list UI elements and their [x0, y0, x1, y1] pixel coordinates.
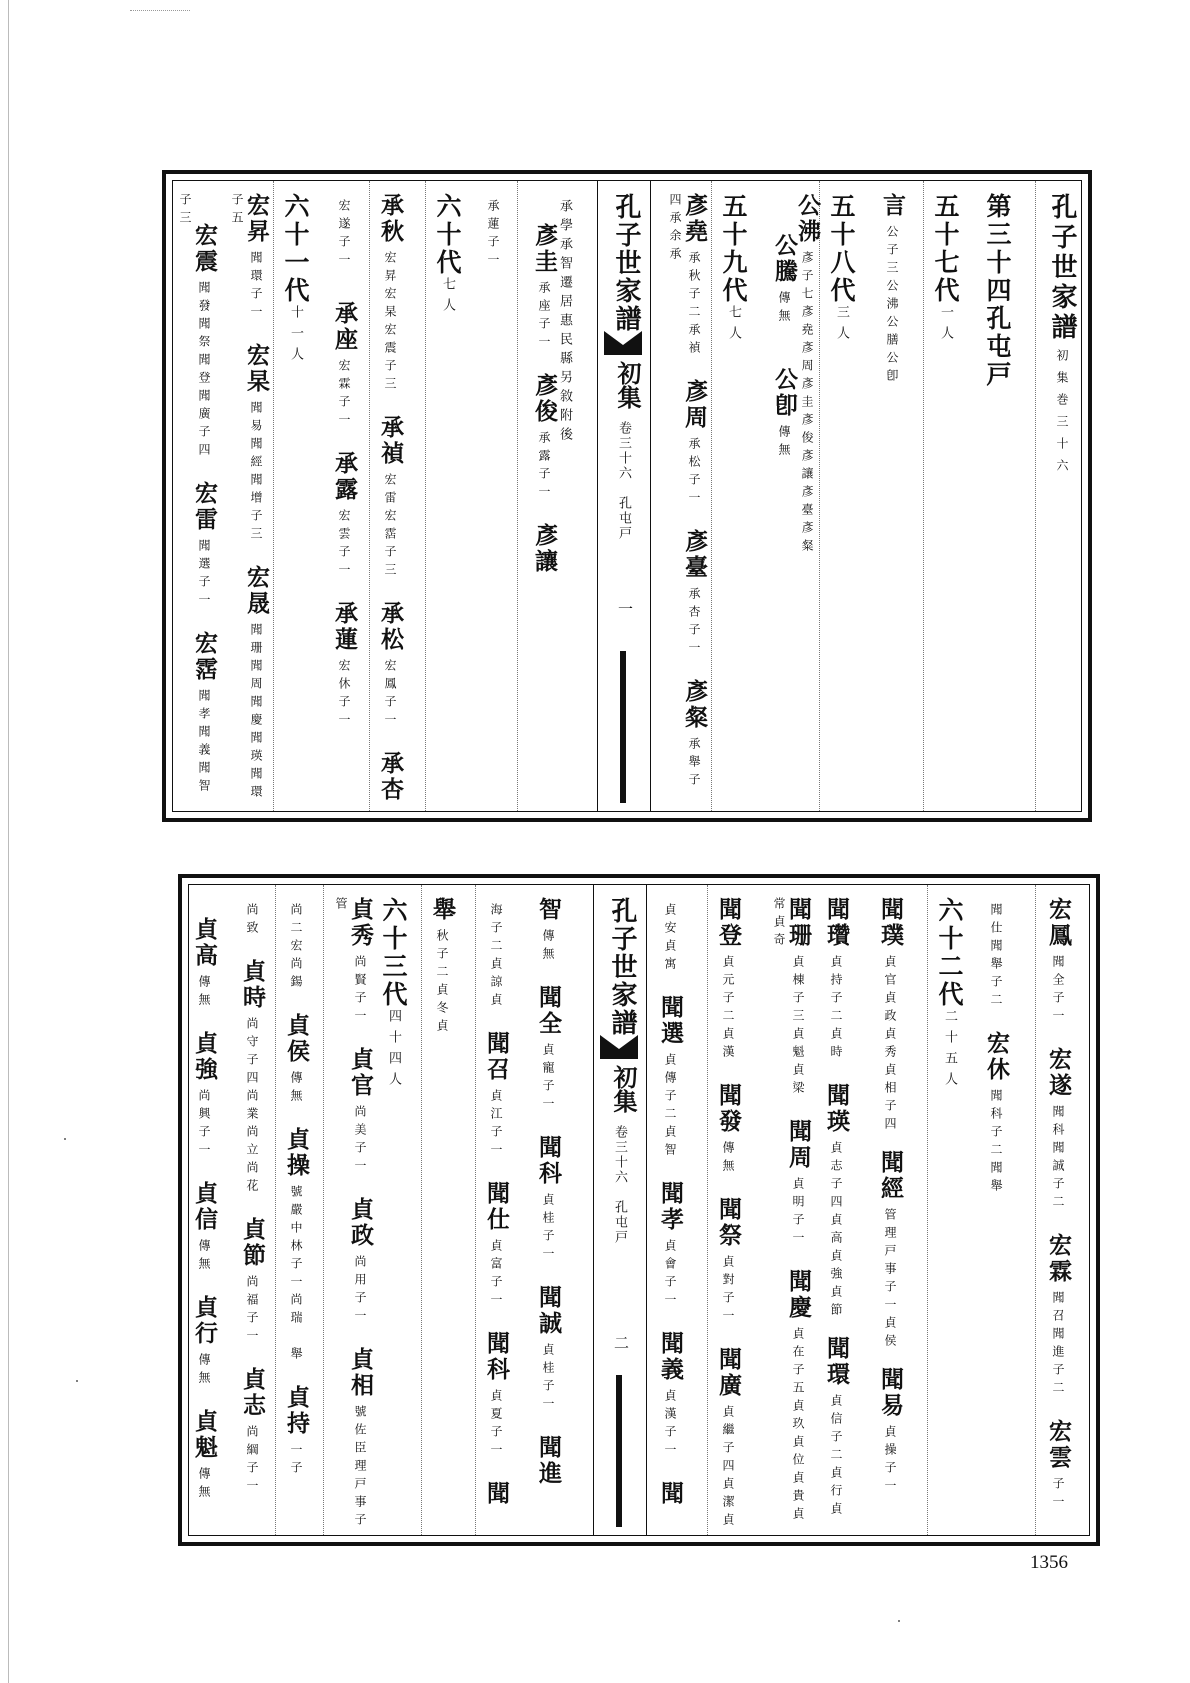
- person-note: 承秋子二承禎: [687, 251, 701, 359]
- person-note: 聞發聞祭聞登聞廣子四: [197, 281, 211, 461]
- person-note: 傳無: [289, 1071, 303, 1107]
- person-name: 宏雲: [1045, 1419, 1072, 1471]
- person-name: 公騰: [771, 233, 798, 285]
- generation-count: 三人: [834, 305, 849, 347]
- person-name: 聞珊: [785, 897, 812, 949]
- page-edge-line: [8, 0, 9, 1683]
- person-name: 聞瓚: [823, 897, 850, 949]
- folio-number: 二: [612, 1335, 630, 1350]
- person-name: 聞周: [785, 1119, 812, 1171]
- entries-zhen-1: [333, 897, 372, 1535]
- entries-wen-4: [717, 897, 740, 1531]
- person-note: 聞科子二聞舉: [989, 1089, 1003, 1197]
- person-name: 彥臺: [681, 529, 708, 581]
- person-name: 貞相: [347, 1347, 374, 1399]
- person-note: 尚興子一: [197, 1089, 211, 1161]
- person-note: 貞寵子一: [541, 1043, 555, 1115]
- person-note: 貞對子一: [721, 1255, 735, 1327]
- person-name: 貞操: [283, 1127, 310, 1179]
- book-title: 孔子世家譜: [1047, 193, 1077, 343]
- person-name: 宏霑: [191, 631, 218, 683]
- person-note: 承露子一: [537, 431, 551, 503]
- person-name: 宏霖: [1045, 1233, 1072, 1285]
- person-note: 承蓮子一: [486, 199, 500, 271]
- person-name: 承松: [377, 601, 404, 653]
- entry-hongxiu: [985, 897, 1008, 1197]
- person-note: 承松子一: [687, 437, 701, 509]
- entries-hong: [229, 193, 268, 811]
- person-note: 傳無: [197, 975, 211, 1011]
- spine-title: 孔子世家譜: [611, 193, 641, 333]
- person-name: 聞科: [483, 1331, 510, 1383]
- generation-label: 六十代: [433, 193, 462, 277]
- person-name: 貞信: [191, 1181, 218, 1233]
- person-note: 聞易聞經聞增子三: [249, 401, 263, 545]
- person-name: 貞行: [191, 1295, 218, 1347]
- person-name: 聞璞: [877, 897, 904, 949]
- person-name: 聞: [483, 1481, 510, 1507]
- column-rule: [369, 181, 370, 811]
- person-name: 彥粲: [681, 679, 708, 731]
- person-name: 承座: [331, 301, 358, 353]
- page-frame: [188, 884, 1090, 1536]
- person-name: 貞志: [239, 1367, 266, 1419]
- entries-wen-3: [771, 897, 810, 1535]
- person-note: 聞召聞進子二: [1051, 1291, 1065, 1399]
- generation-60: [435, 193, 460, 319]
- person-note: 尚用子一: [353, 1255, 367, 1327]
- person-note: 貞志子四貞高貞強貞節: [829, 1141, 843, 1321]
- person-name: 聞選: [657, 995, 684, 1047]
- scan-mark: [130, 10, 190, 12]
- person-name: 彥讓: [531, 523, 558, 575]
- person-note: 貞繼子四貞潔貞: [721, 1405, 735, 1531]
- person-note: 貞富子一: [489, 1239, 503, 1311]
- generation-count: 十一人: [288, 305, 303, 368]
- generation-58: [829, 193, 854, 347]
- generation-count: 七人: [440, 277, 455, 319]
- person-note: 貞官貞政貞秀貞相子四: [883, 955, 897, 1135]
- person-note: 公子三公沸公膳公卽: [885, 225, 899, 387]
- person-note: 尚守子四尚業尚立尚花: [245, 1017, 259, 1197]
- column-rule: [927, 885, 928, 1535]
- page-header: [1049, 193, 1075, 481]
- person-name: 聞易: [877, 1367, 904, 1419]
- person-name: 貞節: [239, 1217, 266, 1269]
- person-note: 子一: [1051, 1477, 1065, 1513]
- person-note: 聞科聞誠子二: [1051, 1105, 1065, 1213]
- column-rule: [923, 181, 924, 811]
- person-name: 宏昇: [243, 193, 270, 245]
- person-note: 宏霖子一: [337, 359, 351, 431]
- person-note: 聞仕聞舉子二: [989, 903, 1003, 1011]
- person-name: 聞發: [715, 1083, 742, 1135]
- column-rule: [425, 181, 426, 811]
- generation-count: 四十四人: [386, 1009, 401, 1093]
- person-name: 彥堯: [681, 193, 708, 245]
- person-name: 聞誠: [535, 1285, 562, 1337]
- person-note: 貞江子一: [489, 1089, 503, 1161]
- person-name: 聞全: [535, 985, 562, 1037]
- person-note: 宏雷宏霑子三: [383, 473, 397, 581]
- book-spine: [593, 885, 647, 1535]
- entries-zhen-4: [193, 897, 216, 1503]
- column-rule: [711, 181, 712, 811]
- branch-heading: 第三十四孔屯戸: [983, 193, 1012, 389]
- scan-speck: [76, 1380, 78, 1382]
- person-name: 聞科: [535, 1135, 562, 1187]
- entries-zhen-2: [285, 897, 308, 1479]
- person-name: 承蓮: [331, 601, 358, 653]
- book-spine: [597, 181, 651, 811]
- person-note: 傳無: [197, 1239, 211, 1275]
- person-note: 海子二貞諒貞: [489, 903, 503, 1011]
- person-name: 彥周: [681, 379, 708, 431]
- person-note: 管理戸事子一貞侯: [883, 1208, 897, 1352]
- person-name: 智: [535, 897, 562, 923]
- person-name: 聞經: [877, 1150, 904, 1202]
- scan-speck: [898, 1620, 900, 1622]
- generation-label: 六十三代: [379, 897, 408, 1009]
- person-note: 貞漢子一: [663, 1389, 677, 1461]
- person-name: 言: [879, 193, 906, 219]
- person-name: 宏遂: [1045, 1047, 1072, 1099]
- person-name: 宏震: [191, 223, 218, 275]
- fish-tail-mark-icon: [600, 1035, 638, 1059]
- person-note: 聞全子一: [1051, 955, 1065, 1027]
- person-note: 傳無: [721, 1141, 735, 1177]
- person-note: 傳無: [197, 1467, 211, 1503]
- person-note: 宏雲子一: [337, 509, 351, 581]
- person-note: 貞信子二貞行貞: [829, 1394, 843, 1520]
- person-name: 彥圭: [531, 223, 558, 275]
- person-note: 尚美子一: [353, 1105, 367, 1177]
- entries-yan: [667, 193, 706, 793]
- person-name: 承禎: [377, 415, 404, 467]
- person-name: 貞時: [239, 959, 266, 1011]
- page-number: 1356: [1030, 1552, 1068, 1573]
- person-name: 貞政: [347, 1197, 374, 1249]
- person-note: 承座子一: [537, 281, 551, 353]
- person-name: 聞仕: [483, 1181, 510, 1233]
- person-note: 彥子七彥堯彥周彥圭彥俊彥讓彥臺彥粲: [800, 251, 814, 557]
- person-name: 聞進: [535, 1435, 562, 1487]
- fish-tail-mark-icon: [604, 331, 642, 355]
- entry-yan: [881, 193, 904, 387]
- column-rule: [323, 885, 324, 1535]
- generation-label: 五十九代: [719, 193, 748, 305]
- person-name: 宏休: [983, 1031, 1010, 1083]
- column-rule: [819, 181, 820, 811]
- column-rule: [275, 885, 276, 1535]
- person-note: 尚賢子一: [353, 955, 367, 1027]
- person-note: 貞桂子一: [541, 1343, 555, 1415]
- generation-59: [721, 193, 746, 347]
- person-note: 貞夏子一: [489, 1389, 503, 1461]
- person-name: 宏鳳: [1045, 897, 1072, 949]
- entries-cheng: [379, 193, 402, 803]
- column-rule: [517, 181, 518, 811]
- person-name: 貞官: [347, 1047, 374, 1099]
- person-note: 承舉子四承余承: [668, 193, 701, 791]
- person-name: 宏杲: [243, 343, 270, 395]
- folio-number: 一: [616, 601, 634, 616]
- person-name: 貞持: [283, 1385, 310, 1437]
- person-name: 聞祭: [715, 1197, 742, 1249]
- entries-wen-7: [485, 897, 508, 1507]
- person-name: 公沸: [794, 193, 821, 245]
- person-note: 聞選子一: [197, 539, 211, 611]
- person-name: 聞召: [483, 1031, 510, 1083]
- column-rule: [707, 885, 708, 1535]
- person-name: 聞登: [715, 897, 742, 949]
- person-name: 貞高: [191, 917, 218, 969]
- generation-label: 五十七代: [931, 193, 960, 305]
- entry-ju: [431, 897, 454, 1037]
- person-note: 尚二宏尚鍚: [289, 903, 303, 993]
- entry-chenglian: [485, 193, 501, 271]
- generation-label: 六十一代: [281, 193, 310, 305]
- generation-count: 二十五人: [942, 1009, 957, 1093]
- generation-57: [933, 193, 958, 347]
- generation-label: 六十二代: [935, 897, 964, 1009]
- person-note: 聞珊聞周聞慶聞瑛聞環子五: [230, 193, 263, 803]
- entries-yan-cont: [533, 193, 572, 811]
- person-note: 貞安貞寓: [663, 903, 677, 975]
- person-name: 貞強: [191, 1031, 218, 1083]
- entries-wen-1: [879, 897, 902, 1497]
- person-name: 承杏: [377, 751, 404, 803]
- person-note: 秋子二貞冬貞: [435, 929, 449, 1037]
- scan-speck: [64, 1138, 66, 1140]
- person-note: 傳無: [777, 291, 791, 327]
- spine-subtitle: 卷三十六 孔屯戸: [612, 1125, 627, 1245]
- entry-gongfei: [773, 193, 819, 811]
- generation-62: [937, 897, 962, 1093]
- person-name: 貞秀: [347, 897, 374, 949]
- spine-subtitle: 卷三十六 孔屯戸: [616, 421, 631, 541]
- person-note: 尚福子一: [245, 1275, 259, 1347]
- person-note: 尚致: [245, 903, 259, 939]
- entries-wen-5: [659, 897, 682, 1507]
- person-name: 聞廣: [715, 1347, 742, 1399]
- person-note: 承杏子一: [687, 587, 701, 659]
- column-rule: [1035, 181, 1036, 811]
- person-note: 貞在子五貞玖貞位貞貴貞常貞奇: [772, 897, 805, 1525]
- entries-wen-6: [537, 897, 560, 1487]
- column-rule: [421, 885, 422, 1535]
- person-note: 尚綱子一: [245, 1425, 259, 1497]
- entries-cheng-2: [333, 193, 356, 731]
- person-note: 宏休子一: [337, 659, 351, 731]
- person-name: 聞慶: [785, 1269, 812, 1321]
- person-name: 聞瑛: [823, 1083, 850, 1135]
- volume-label: 初集巻三十六: [1055, 349, 1069, 481]
- generation-63: [381, 897, 406, 1093]
- person-name: 宏晟: [243, 565, 270, 617]
- column-rule: [475, 885, 476, 1535]
- person-note: 貞持子二貞時: [829, 955, 843, 1063]
- person-note: 貞操子一: [883, 1425, 897, 1497]
- person-note: 聞環子一: [249, 251, 263, 323]
- person-name: 彥俊: [531, 373, 558, 425]
- person-name: 舉: [429, 897, 456, 923]
- person-name: 貞魁: [191, 1409, 218, 1461]
- person-name: 宏雷: [191, 481, 218, 533]
- column-rule: [273, 181, 274, 811]
- person-note: 貞元子二貞漢: [721, 955, 735, 1063]
- entries-zhen-3: [241, 897, 264, 1497]
- generation-count: 一人: [938, 305, 953, 347]
- entries-wen-2: [825, 897, 848, 1520]
- person-note: 宏鳳子一: [383, 659, 397, 731]
- person-note: 號佐臣理戸事子管: [334, 897, 367, 1531]
- person-note: 承學承智遷居惠民縣另敘附後: [557, 199, 572, 446]
- spine-volume: 初集: [613, 361, 642, 409]
- person-note: 傳無: [777, 425, 791, 461]
- person-note: 宏昇宏杲宏震子三: [383, 251, 397, 395]
- person-note: 貞棟子三貞魁貞梁: [791, 955, 805, 1099]
- person-name: 承秋: [377, 193, 404, 245]
- person-note: 貞傳子二貞智: [663, 1053, 677, 1161]
- generation-count: 七人: [726, 305, 741, 347]
- person-note: 貞會子一: [663, 1239, 677, 1311]
- person-name: 聞義: [657, 1331, 684, 1383]
- spine-title: 孔子世家譜: [607, 897, 637, 1037]
- entries-hong-2: [177, 193, 216, 811]
- person-note: 號嚴中林子一尚瑞 舉: [289, 1185, 303, 1365]
- person-note: 傳無: [541, 929, 555, 965]
- person-note: 一子: [289, 1443, 303, 1479]
- spine-bar: [620, 651, 626, 803]
- person-note: 聞孝聞義聞智子三: [178, 193, 211, 797]
- person-name: 聞環: [823, 1336, 850, 1388]
- person-name: 承露: [331, 451, 358, 503]
- person-note: 貞明子一: [791, 1177, 805, 1249]
- spine-bar: [616, 1375, 622, 1527]
- genealogy-page-bottom: [178, 874, 1100, 1546]
- generation-61: [283, 193, 308, 368]
- spine-volume: 初集: [609, 1065, 638, 1113]
- genealogy-page-top: [162, 170, 1092, 822]
- branch-title: [985, 193, 1010, 389]
- person-name: 聞孝: [657, 1181, 684, 1233]
- generation-label: 五十八代: [827, 193, 856, 305]
- person-name: 聞: [657, 1481, 684, 1507]
- person-name: 公卽: [771, 367, 798, 419]
- person-name: 貞侯: [283, 1013, 310, 1065]
- column-rule: [1035, 885, 1036, 1535]
- person-note: 傳無: [197, 1353, 211, 1389]
- person-note: 宏遂子一: [337, 199, 351, 271]
- entries-hong-b: [1047, 897, 1070, 1513]
- page-frame: [172, 180, 1082, 812]
- person-note: 貞桂子一: [541, 1193, 555, 1265]
